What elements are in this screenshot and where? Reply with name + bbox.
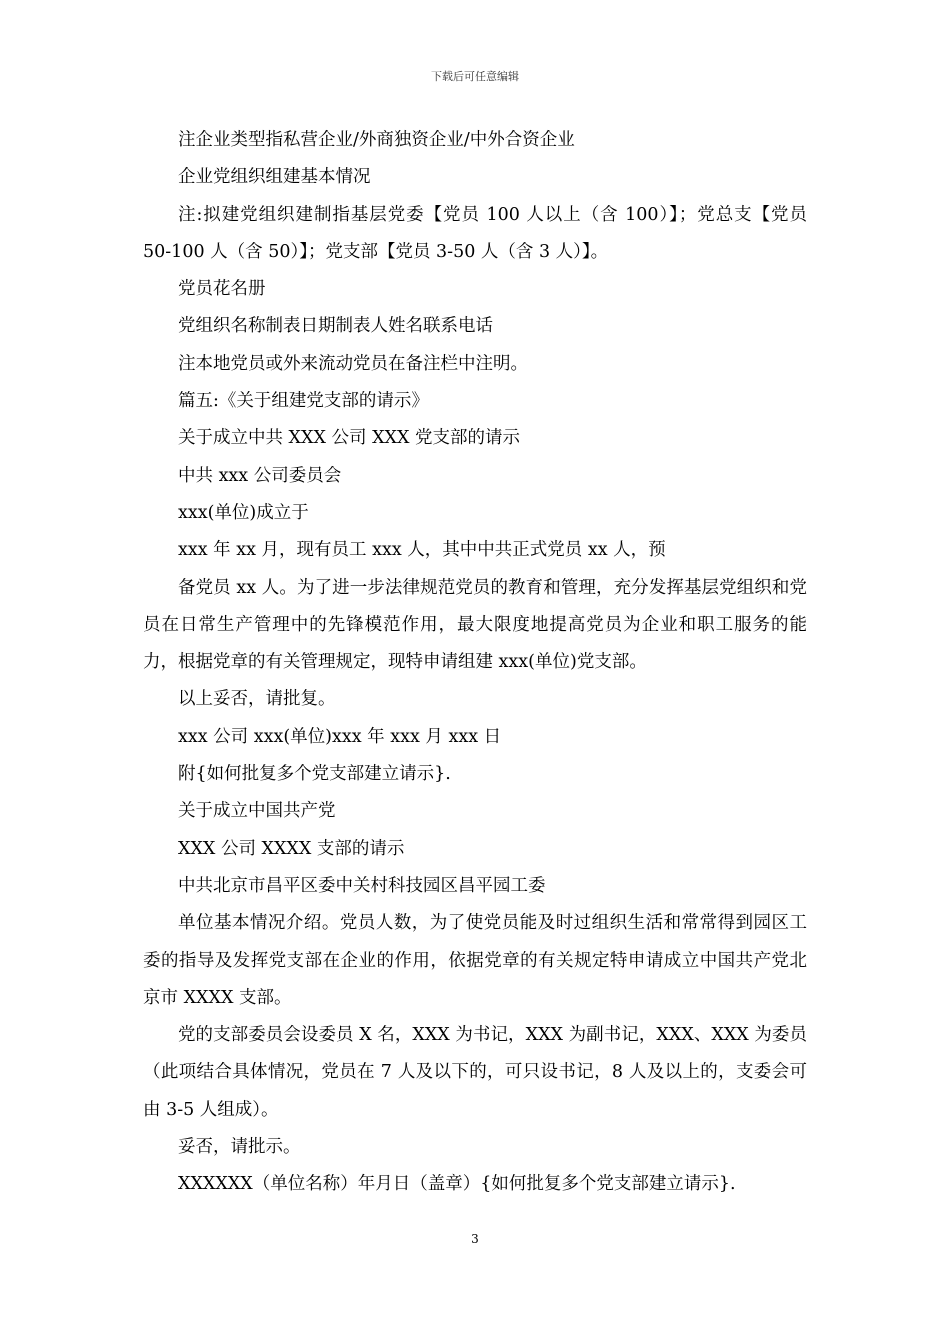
- paragraph-unit-intro: 单位基本情况介绍。党员人数，为了使党员能及时过组织生活和常常得到园区工委的指导及发挥党支部在企业的作用，依据党章的有关规定特申请成立中国共产党北京市 XXXX 支部。: [143, 913, 807, 1008]
- paragraph-signature-date: xxx 公司 xxx(单位)xxx 年 xxx 月 xxx 日: [178, 726, 502, 747]
- paragraph-member-roster: 党员花名册: [178, 279, 266, 300]
- paragraph-second-addressee: 中共北京市昌平区委中关村科技园区昌平园工委: [178, 875, 546, 896]
- paragraph-approval-request: 以上妥否，请批复。: [178, 689, 336, 710]
- paragraph-staff-count: xxx 年 xx 月，现有员工 xxx 人，其中中共正式党员 xx 人，预: [178, 540, 666, 561]
- paragraph-final-signature: XXXXXX（单位名称）年月日（盖章）{如何批复多个党支部建立请示}.: [178, 1174, 736, 1195]
- page-header-note: 下载后可任意编辑: [431, 70, 519, 83]
- paragraph-second-title-line2: XXX 公司 XXXX 支部的请示: [178, 838, 405, 859]
- paragraph-appendix-link: 附{如何批复多个党支部建立请示}.: [178, 764, 451, 785]
- paragraph-second-title-line1: 关于成立中国共产党: [178, 801, 336, 822]
- paragraph-addressee: 中共 xxx 公司委员会: [178, 465, 342, 486]
- paragraph-roster-columns: 党组织名称制表日期制表人姓名联系电话: [178, 316, 493, 337]
- paragraph-org-structure-note: 注:拟建党组织建制指基层党委【党员 100 人以上（含 100）】；党总支【党员 50-100 人（含 50）】；党支部【党员 3-50 人（含 3 人）】。: [143, 204, 807, 262]
- paragraph-committee-setup: 党的支部委员会设委员 X 名，XXX 为书记，XXX 为副书记，XXX、XXX 为委员（此项结合具体情况，党员在 7 人及以下的，可只设书记，8 人及以上的，支委会可由 3-5 人组成）。: [143, 1025, 807, 1120]
- paragraph-approval-instruction: 妥否，请批示。: [178, 1137, 301, 1158]
- paragraph-enterprise-type-note: 注企业类型指私营企业/外商独资企业/中外合资企业: [178, 130, 575, 150]
- paragraph-request-title: 关于成立中共 XXX 公司 XXX 党支部的请示: [178, 428, 521, 449]
- page-number: 3: [471, 1232, 479, 1246]
- paragraph-established: xxx(单位)成立于: [178, 502, 309, 523]
- paragraph-party-org-status: 企业党组织组建基本情况: [178, 167, 371, 188]
- document-body: [143, 122, 807, 1204]
- paragraph-section-five-title: 篇五:《关于组建党支部的请示》: [178, 391, 429, 412]
- paragraph-request-body: 备党员 xx 人。为了进一步法律规范党员的教育和管理，充分发挥基层党组织和党员在日常生产管理中的先锋模范作用，最大限度地提高党员为企业和职工服务的能力，根据党章的有关管理规定，现特申请组建 xxx(单位)党支部。: [143, 577, 807, 673]
- paragraph-local-member-note: 注本地党员或外来流动党员在备注栏中注明。: [178, 353, 528, 374]
